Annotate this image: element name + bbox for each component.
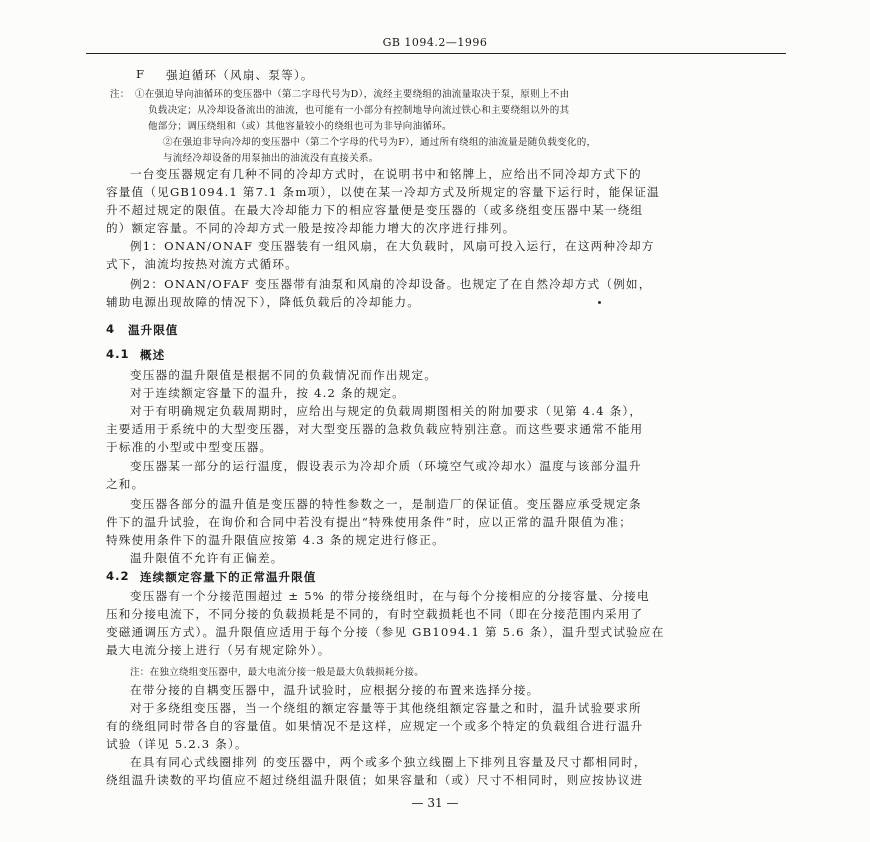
s42-line-10: 绕组温升读数的平均值应不超过绕组温升限值；如果容量和（或）尺寸不相同时，则应按协议进 [106, 773, 644, 787]
s41-line-8: 变压器各部分的温升值是变压器的特性参数之一，是制造厂的保证值。变压器应承受规定条 [130, 497, 642, 511]
s41-line-3: 对于有明确规定负载周期时，应给出与规定的负载周期图相关的附加要求（见第 4.4 条）， [130, 404, 643, 418]
para-cooling-line-2: 容量值（见GB1094.1 第7.1 条m项），以使在某一冷却方式及所规定的容量下运行时，能保证温 [106, 185, 660, 199]
s41-line-4: 主要适用于系统中的大型变压器，对大型变压器的急救负载应特别注意。而这些要求通常不能用 [106, 422, 644, 436]
section-4-number: 4 [106, 322, 116, 336]
s42-line-6: 对于多绕组变压器，当一个绕组的额定容量等于其他绕组额定容量之和时，温升试验要求所 [130, 701, 642, 715]
s42-line-2: 压和分接电流下，不同分接的负载损耗是不同的，有时空载损耗也不同（即在分接范围内采用了 [106, 607, 644, 621]
header-rule [86, 53, 786, 54]
s41-line-6: 变压器某一部分的运行温度，假设表示为冷却介质（环境空气或冷却水）温度与该部分温升 [130, 459, 642, 473]
s41-line-2: 对于连续额定容量下的温升，按 4.2 条的规定。 [130, 386, 405, 400]
para-cooling-line-1: 一台变压器规定有几种不同的冷却方式时，在说明书中和铭牌上，应给出不同冷却方式下的 [130, 167, 642, 181]
s42-line-9: 在具有同心式线圈排列 的变压器中，两个或多个独立线圈上下排列且容量及尺寸都相同时， [130, 755, 647, 769]
s41-line-5: 于标准的小型或中型变压器。 [106, 440, 273, 454]
s42-line-8: 试验（详见 5.2.3 条）。 [106, 737, 248, 751]
s42-line-5: 在带分接的自耦变压器中，温升试验时，应根据分接的布置来选择分接。 [130, 683, 540, 697]
section-4-1-title: 概述 [140, 348, 166, 362]
note-1-line-3: 他部分；调压绕组和（或）其他容量较小的绕组也可为非导向油循环。 [148, 121, 452, 132]
example-2-line-1: 例2：ONAN/OFAF 变压器带有油泵和风扇的冷却设备。也规定了在自然冷却方式（例如， [130, 277, 652, 291]
s41-line-11: 温升限值不允许有正偏差。 [130, 551, 284, 565]
note-1-line-1: ①在强迫导向油循环的变压器中（第二字母代号为D），流经主要绕组的油流量取决于泵，原则上不由 [135, 89, 570, 100]
s42-line-4: 最大电流分接上进行（另有规定除外）。 [106, 643, 331, 657]
note-2-line-1: ②在强迫非导向冷却的变压器中（第二个字母的代号为F），通过所有绕组的油流量是随负载变化的， [163, 137, 597, 148]
s41-line-10: 特殊使用条件下的温升限值应按第 4.3 条的规定进行修正。 [106, 533, 445, 547]
section-4-2-number: 4.2 [106, 569, 130, 583]
note-2-line-2: 与流经冷却设备的用泵抽出的油流没有直接关系。 [163, 153, 379, 164]
s42-note: 注：在独立绕组变压器中，最大电流分接一般是最大负载损耗分接。 [130, 667, 425, 678]
section-4-1-number: 4.1 [106, 347, 130, 361]
scan-speck [598, 301, 601, 304]
section-4-title: 温升限值 [128, 323, 179, 337]
page-number: — 31 — [411, 796, 459, 810]
s41-line-1: 变压器的温升限值是根据不同的负载情况而作出规定。 [130, 368, 438, 382]
s41-line-9: 件下的温升试验，在询价和合同中若没有提出“特殊使用条件”时，应以正常的温升限值为准； [106, 515, 633, 529]
example-1-line-1: 例1：ONAN/ONAF 变压器装有一组风扇，在大负载时，风扇可投入运行，在这两种冷却方 [130, 239, 655, 253]
class-f-text: 强迫循环（风扇、泵等）。 [166, 68, 314, 82]
s41-line-7: 之和。 [106, 477, 145, 491]
s42-line-3: 变磁通调压方式）。温升限值应适用于每个分接（参见 GB1094.1 第 5.6 条），温升型式试验应在 [106, 625, 665, 639]
example-1-line-2: 式下，油流均按热对流方式循环。 [106, 257, 298, 271]
standard-number-header: GB 1094.2—1996 [382, 36, 488, 49]
para-cooling-line-3: 升不超过规定的限值。在最大冷却能力下的相应容量便是变压器的（或多绕组变压器中某一绕组 [106, 203, 644, 217]
s42-line-1: 变压器有一个分接范围超过 ± 5% 的带分接绕组时，在与每个分接相应的分接容量、分接电 [130, 589, 650, 603]
note-1-line-2: 负载决定；从冷却设备流出的油流，也可能有一小部分有控制地导向流过铁心和主要绕组以外的其 [148, 105, 570, 116]
para-cooling-line-4: 的）额定容量。不同的冷却方式一般是按冷却能力增大的次序进行排列。 [106, 221, 516, 235]
class-f-letter: F [136, 67, 146, 81]
example-2-line-2: 辅助电源出现故障的情况下），降低负载后的冷却能力。 [106, 295, 421, 309]
section-4-2-title: 连续额定容量下的正常温升限值 [140, 570, 317, 584]
s42-line-7: 有的绕组同时带各自的容量值。如果情况不是这样，应规定一个或多个特定的负载组合进行温升 [106, 719, 644, 733]
note-label: 注： [110, 89, 130, 100]
